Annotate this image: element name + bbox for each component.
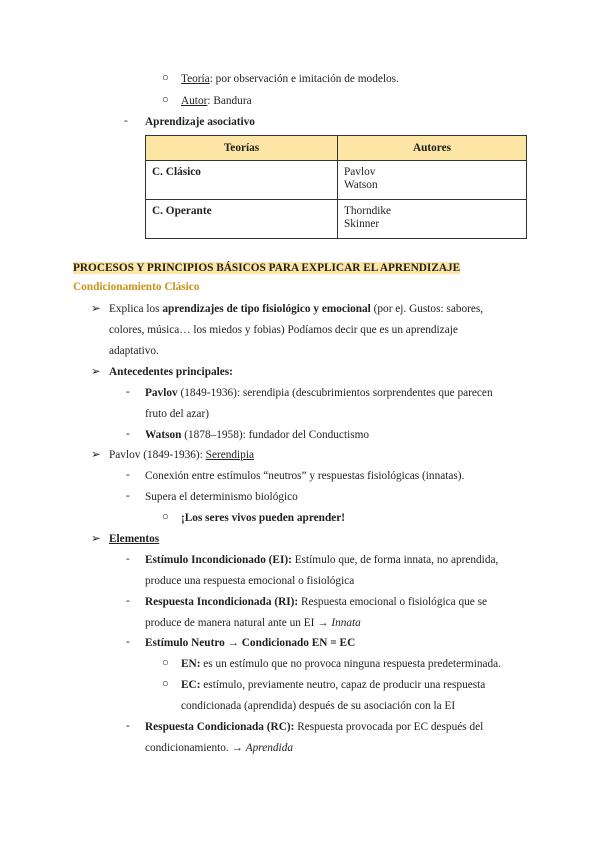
subsection-title: Condicionamiento Clásico	[73, 281, 200, 293]
ec-line1: EC: estímulo, previamente neutro, capaz de producir una respuesta	[181, 679, 486, 691]
arrow-bullet-icon: ➢	[91, 303, 101, 315]
theories-table	[145, 135, 527, 239]
ri-line2: produce de manera natural ante un EI → Innata	[145, 617, 361, 629]
bullet-dash: -	[126, 469, 130, 481]
bullet-circle: ○	[162, 657, 169, 669]
bullet-dash: -	[126, 636, 130, 648]
teoria-text: : por observación e imitación de modelos.	[209, 73, 399, 85]
list-item	[181, 72, 399, 86]
table-cell: C. Operante	[146, 200, 338, 239]
ec-line2: condicionada (aprendida) después de su asociación con la EI	[181, 700, 456, 712]
bullet-dash: -	[126, 386, 130, 398]
explica-line1: Explica los aprendizajes de tipo fisiológico y emocional (por ej. Gustos: sabores,	[109, 303, 484, 315]
table-cell: Thorndike Skinner	[338, 200, 527, 239]
pavlov-item-line1: Pavlov (1849-1936): serendipia (descubrimientos sorprendentes que parecen	[145, 387, 493, 399]
autor-text: : Bandura	[207, 95, 252, 107]
table-cell: C. Clásico	[146, 161, 338, 200]
list-item: Conexión entre estímulos “neutros” y respuestas fisiológicas (innatas).	[145, 470, 465, 482]
bullet-dash: -	[126, 595, 130, 607]
table-row	[146, 200, 527, 239]
table-header-teorias: Teorías	[146, 136, 338, 161]
teoria-label: Teoría	[181, 73, 210, 85]
list-item	[181, 94, 252, 108]
bullet-dash: -	[126, 720, 130, 732]
explica-line3: adaptativo.	[109, 345, 159, 357]
table-cell: Pavlov Watson	[338, 161, 527, 200]
list-item: ¡Los seres vivos pueden aprender!	[181, 512, 346, 524]
bullet-circle: ○	[162, 94, 169, 106]
arrow-bullet-icon: ➢	[91, 449, 101, 461]
bullet-dash: -	[126, 428, 130, 440]
pavlov-item-line2: fruto del azar)	[145, 408, 209, 420]
section-title: PROCESOS Y PRINCIPIOS BÁSICOS PARA EXPLICAR EL APRENDIZAJE	[73, 262, 461, 274]
bullet-circle: ○	[162, 678, 169, 690]
elementos-title: Elementos	[109, 533, 160, 545]
ri-line1: Respuesta Incondicionada (RI): Respuesta emocional o fisiológica que se	[145, 596, 488, 608]
en-definition: EN: es un estímulo que no provoca ninguna respuesta predeterminada.	[181, 658, 502, 670]
ei-line2: produce una respuesta emocional o fisiológica	[145, 575, 355, 587]
autor-label: Autor	[181, 95, 208, 107]
watson-item: Watson (1878–1958): fundador del Conductismo	[145, 429, 370, 441]
bullet-dash: -	[126, 490, 130, 502]
table-header-autores: Autores	[338, 136, 527, 161]
aprendizaje-asociativo: Aprendizaje asociativo	[145, 116, 255, 128]
rc-line2: condicionamiento. → Aprendida	[145, 742, 293, 754]
en-ec-line: Estímulo Neutro → Condicionado EN = EC	[145, 637, 356, 649]
explica-line2: colores, música… los miedos y fobias) Podíamos decir que es un aprendizaje	[109, 324, 458, 336]
pavlov-serendipia: Pavlov (1849-1936): Serendipia	[109, 449, 254, 461]
bullet-dash: -	[124, 115, 128, 127]
bullet-circle: ○	[162, 511, 169, 523]
arrow-bullet-icon: ➢	[91, 366, 101, 378]
antecedentes-title: Antecedentes principales:	[109, 366, 233, 378]
bullet-dash: -	[126, 553, 130, 565]
table-row	[146, 161, 527, 200]
ei-line1: Estímulo Incondicionado (EI): Estímulo que, de forma innata, no aprendida,	[145, 554, 499, 566]
serendipia-link[interactable]: Serendipia	[205, 449, 254, 461]
rc-line1: Respuesta Condicionada (RC): Respuesta provocada por EC después del	[145, 721, 484, 733]
arrow-bullet-icon: ➢	[91, 533, 101, 545]
bullet-circle: ○	[162, 72, 169, 84]
list-item: Supera el determinismo biológico	[145, 491, 298, 503]
